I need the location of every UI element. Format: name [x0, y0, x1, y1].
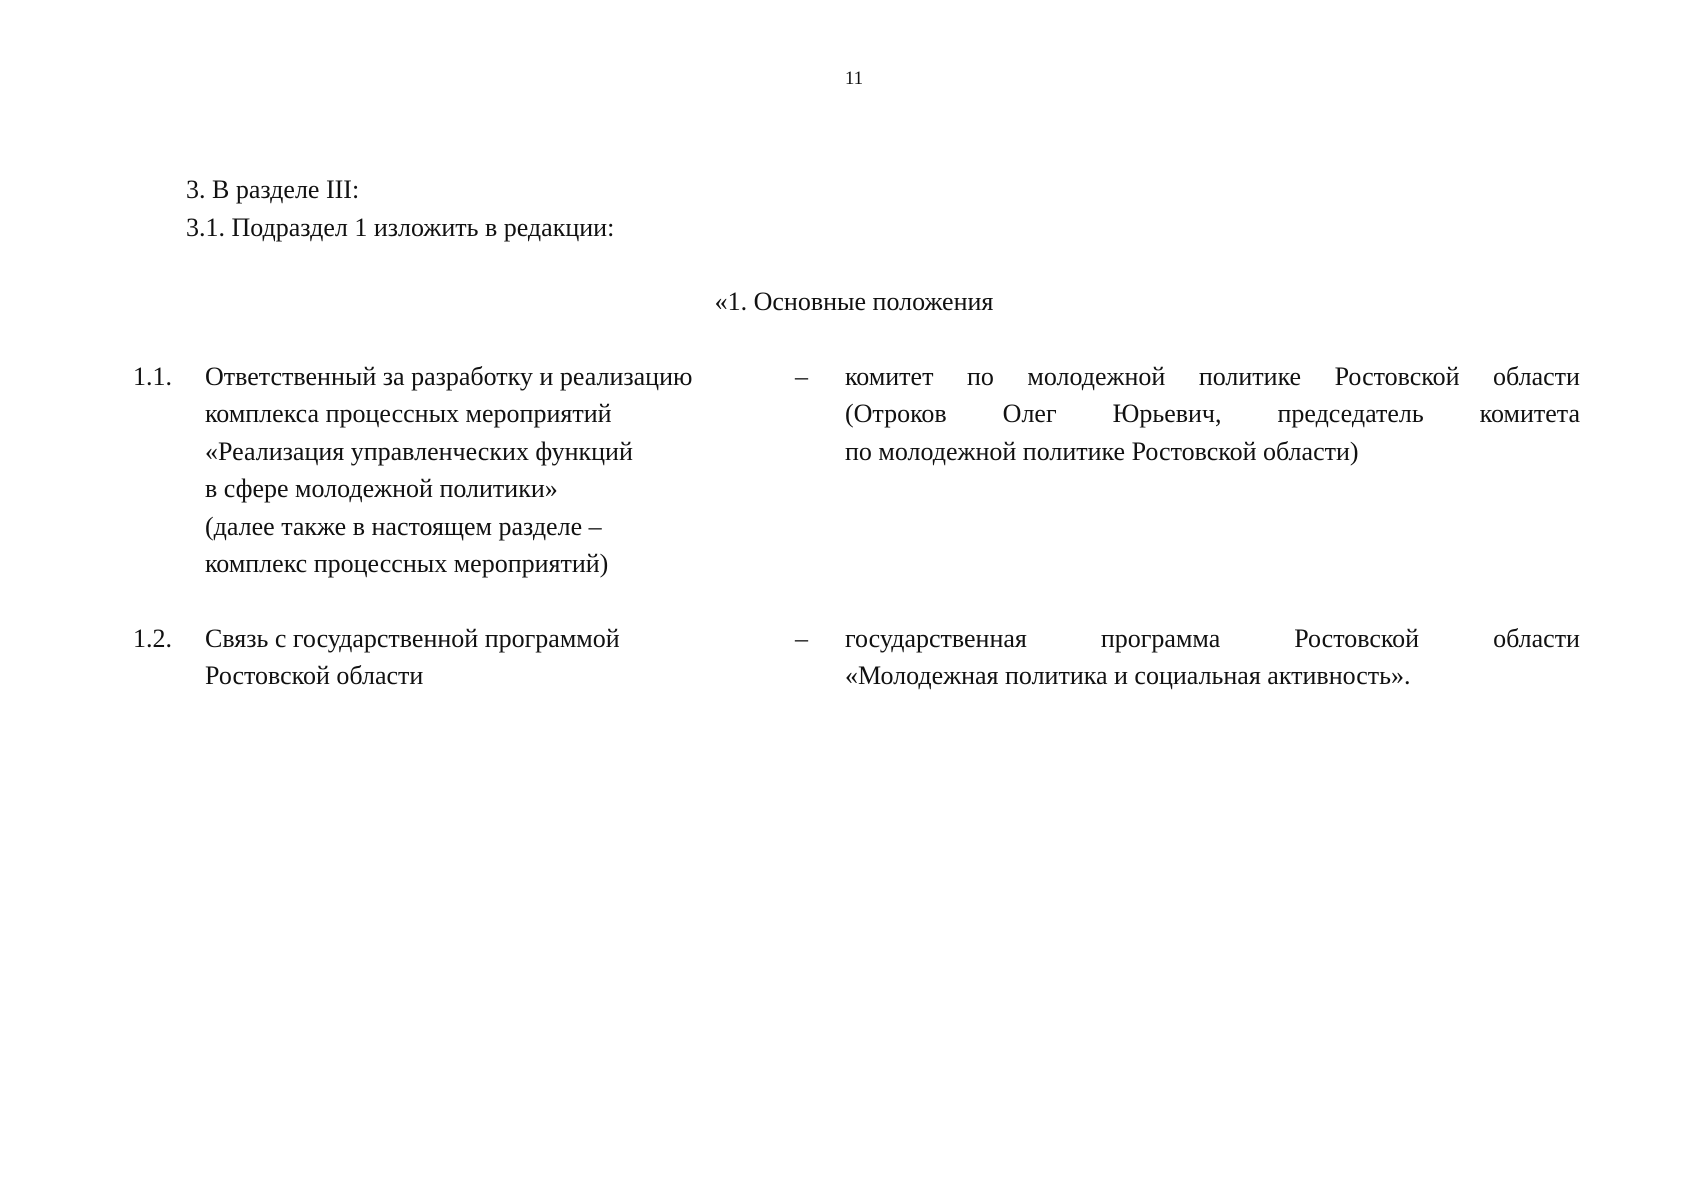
page-number: 11 — [844, 68, 864, 89]
word: по — [966, 362, 994, 391]
item-label-line: «Реализация управленческих функций — [205, 436, 633, 466]
word: области — [1493, 362, 1580, 391]
word: молодежной — [1027, 362, 1166, 391]
word: Олег — [1002, 399, 1057, 429]
word: государственная — [845, 624, 1027, 653]
subsection-instruction-line: 3.1. Подраздел 1 изложить в редакции: — [186, 213, 615, 242]
item-number: 1.1. — [133, 362, 172, 391]
item-label — [205, 358, 745, 582]
item-number: 1.2. — [133, 624, 172, 653]
word: Юрьевич, — [1112, 399, 1222, 429]
item-value-line: по молодежной политике Ростовской области) — [845, 436, 1359, 466]
word: Ростовской — [1334, 362, 1460, 391]
word: председатель — [1277, 399, 1424, 429]
item-dash: – — [795, 624, 808, 653]
item-label-line: Ответственный за разработку и реализацию — [205, 362, 693, 391]
item-value — [845, 620, 1580, 695]
word: политике — [1198, 362, 1302, 391]
item-label-line: (далее также в настоящем разделе – — [205, 511, 602, 541]
word: программа — [1100, 624, 1221, 653]
word: комитет — [845, 362, 934, 391]
item-label-line: комплекс процессных мероприятий) — [205, 549, 609, 579]
item-label-line: в сфере молодежной политики» — [205, 474, 558, 504]
item-label — [205, 620, 745, 695]
item-label-line: Ростовской области — [205, 661, 424, 691]
section-title: «1. Основные положения — [714, 287, 994, 316]
word: комитета — [1479, 399, 1580, 429]
word: области — [1493, 624, 1580, 653]
item-value-line: «Молодежная политика и социальная активность». — [845, 661, 1411, 691]
section-heading-line: 3. В разделе III: — [186, 175, 360, 204]
item-value-line — [845, 395, 1580, 432]
word: Ростовской — [1294, 624, 1420, 653]
item-dash: – — [795, 362, 808, 391]
item-value — [845, 358, 1580, 470]
item-value-line — [845, 620, 1580, 657]
item-label-line: комплекса процессных мероприятий — [205, 399, 612, 429]
item-value-line — [845, 358, 1580, 395]
item-label-line: Связь с государственной программой — [205, 624, 620, 653]
word: (Отроков — [845, 399, 947, 429]
